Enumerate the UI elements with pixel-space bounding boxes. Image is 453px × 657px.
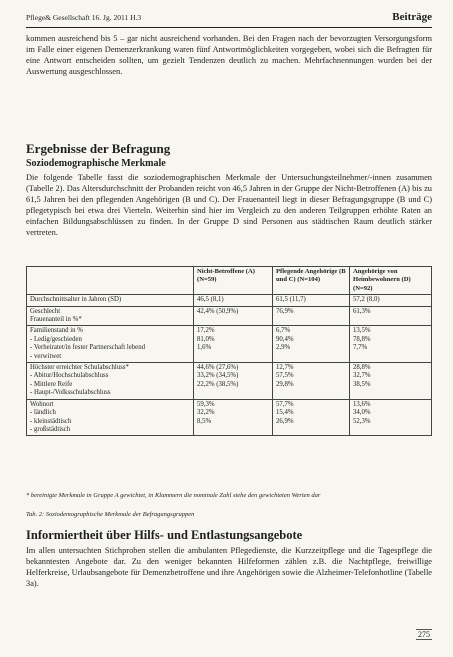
table-header-cell: Nicht-Betroffene (A) (N=59) (194, 267, 273, 295)
cell-d: 57,2 (8,0) (350, 295, 432, 306)
cell-bc: 12,7% 57,5% 29,8% (273, 363, 350, 400)
cell-d: 13,5% 78,8% 7,7% (350, 326, 432, 363)
cell-bc: 57,7% 15,4% 26,9% (273, 399, 350, 436)
row-label: Familienstand in % - Ledig/geschieden - Verheiratet/in fester Partnerschaft lebend - verwitwet (27, 326, 194, 363)
row-label: Höchster erreichter Schulabschluss* - Abitur/Hochschulabschluss - Mittlere Reife - Haupt-/Volksschulabschluss (27, 363, 194, 400)
cell-a: 42,4% (50,9%) (194, 306, 273, 326)
cell-d: 28,8% 32,7% 38,5% (350, 363, 432, 400)
cell-bc: 6,7% 90,4% 2,9% (273, 326, 350, 363)
table-footnote: * bereinigte Merkmale in Gruppe A gewichtet, in Klammern die nominale Zahl siehe den gewichteten Werten dar (26, 492, 321, 499)
row-label: Durchschnittsalter in Jahren (SD) (27, 295, 194, 306)
table-row (27, 363, 432, 400)
cell-a: 17,2% 81,0% 1,6% (194, 326, 273, 363)
table-row (27, 295, 432, 306)
table-row (27, 326, 432, 363)
table-row (27, 399, 432, 436)
sociodemographic-table (26, 266, 432, 436)
row-label: Geschlecht Frauenanteil in %* (27, 306, 194, 326)
cell-a: 59,3% 32,2% 8,5% (194, 399, 273, 436)
table-header-cell (27, 267, 194, 295)
section-heading-2: Informiertheit über Hilfs- und Entlastungsangebote (26, 528, 303, 542)
cell-a: 44,6% (27,6%) 33,2% (34,5%) 22,2% (38,5%) (194, 363, 273, 400)
body-paragraph-1: Die folgende Tabelle fasst die soziodemographischen Merkmale der Untersuchungsteilnehmer/-innen zusammen (Tabelle 2). Das Altersdurchschnitt der Probanden reicht von 46,5 Jahren in der Gruppe der Nicht-Betroffenen (A) bis zu 61,5 Jahren bei den pflegenden Angehörigen (B und C). Der Frauenanteil liegt in dieser Befragungsgruppe (B und C) pflegetypisch bei etwa drei Vierteln. Weiterhin sind hier im Vergleich zu den anderen Teilgruppen erhöhte Raten an einfachen Bildungsabschlüssen zu finden. In der Gruppe D sind Personen aus städtischen Raum deutlich stärker vertreten. (26, 173, 432, 237)
cell-d: 61,3% (350, 306, 432, 326)
table-caption: Tab. 2: Soziodemographische Merkmale der Befragungsgruppen (26, 511, 195, 518)
subsection-heading: Soziodemographische Merkmale (26, 158, 166, 169)
cell-a: 46,5 (8,1) (194, 295, 273, 306)
table-header-cell: Angehörige von Heimbewohnern (D) (N=92) (350, 267, 432, 295)
running-header (26, 11, 432, 28)
intro-paragraph: kommen ausreichend bis 5 – gar nicht ausreichend vorhanden. Bei den Fragen nach der bevorzugten Versorgungsform im Falle einer eigenen Demenzerkrankung waren fünf Antwortmöglichkeiten vorgegeben, wobei sich die Befragten für eine Antwort entscheiden sollten, um gezielt Tendenzen deutlich zu machen. Mehrfachnennungen wurden bei der Auswertung ausgeschlossen. (26, 34, 432, 76)
page-number: 275 (418, 630, 430, 639)
cell-d: 13,6% 34,0% 52,3% (350, 399, 432, 436)
cell-bc: 61,5 (11,7) (273, 295, 350, 306)
table-row (27, 306, 432, 326)
section-heading: Ergebnisse der Befragung (26, 141, 171, 156)
section-label: Beiträge (392, 11, 432, 23)
journal-citation: Pflege& Gesellschaft 16. Jg. 2011 H.3 (26, 13, 142, 22)
table-header-row (27, 267, 432, 295)
cell-bc: 76,9% (273, 306, 350, 326)
body-paragraph-2: Im allen untersuchten Stichproben stellen die ambulanten Pflegedienste, die Kurzzeitpflege und die Tagespflege die bekanntesten Angebote dar. Zu den weniger bekannten Hilfeformen zählen z.B. die Nachtpflege, freiwillige Helferkreise, Urlaubsangebote für Demenzbetroffene und ihre Angehörigen sowie die Alzheimer-Telefonhotline (Tabelle 3a). (26, 546, 432, 588)
table-header-cell: Pflegende Angehörige (B und C) (N=104) (273, 267, 350, 295)
row-label: Wohnort - ländlich - kleinstädtisch - großstädtisch (27, 399, 194, 436)
